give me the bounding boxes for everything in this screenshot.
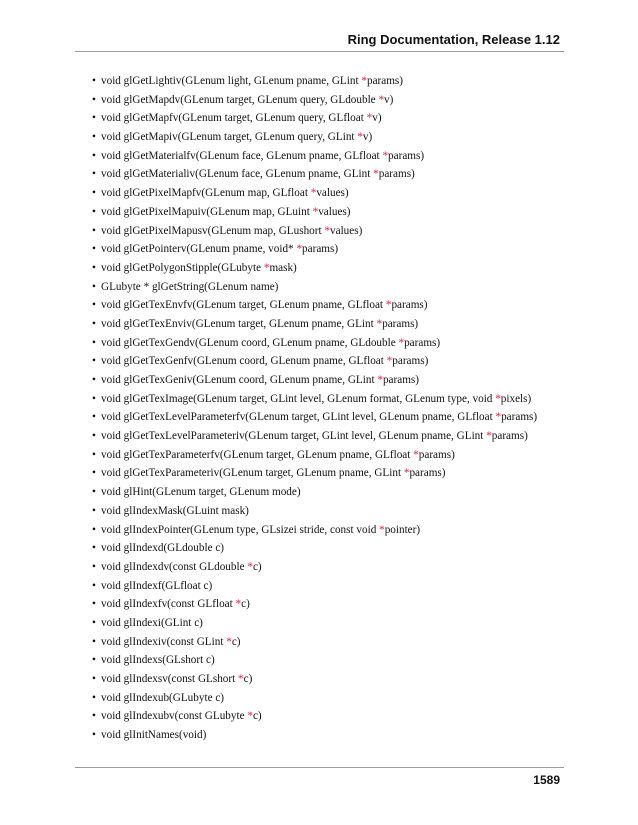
signature-text: void glIndexfv(const GLfloat — [101, 598, 236, 611]
pointer-asterisk: * — [377, 374, 383, 386]
signature-text: void glGetLightiv(GLenum light, GLenum pname, GLint — [101, 75, 362, 87]
signature-text-tail: v) — [362, 131, 373, 144]
pointer-asterisk: * — [247, 560, 253, 573]
signature-text-tail: values) — [316, 187, 349, 200]
signature-text: void glGetTexEnviv(GLenum target, GLenum pname, GLint — [101, 317, 377, 330]
bullet-icon: • — [92, 317, 96, 330]
signature-text-tail: params) — [391, 299, 428, 312]
list-item — [92, 521, 537, 540]
bullet-icon: • — [92, 336, 96, 349]
pointer-asterisk: * — [385, 299, 392, 312]
signature-text: void glGetPixelMapuiv(GLenum map, GLuint — [101, 205, 313, 218]
signature-text-tail: c) — [252, 710, 262, 723]
list-item — [92, 633, 537, 652]
signature-text-tail: params) — [392, 355, 429, 368]
signature-text-tail: mask) — [269, 261, 297, 274]
pointer-asterisk: * — [486, 430, 492, 443]
bullet-icon: • — [92, 411, 96, 424]
signature-text: void glGetMapdv(GLenum target, GLenum query, GLdouble — [101, 93, 379, 106]
pointer-asterisk: * — [495, 411, 502, 424]
list-item — [92, 689, 537, 708]
bullet-icon: • — [92, 187, 96, 200]
signature-text: void glIndexdv(const GLdouble — [101, 560, 248, 573]
list-item — [92, 128, 537, 147]
signature-text-tail: c) — [243, 673, 253, 685]
pointer-asterisk: * — [495, 392, 501, 405]
list-item — [92, 502, 537, 521]
signature-text: void glHint(GLenum target, GLenum mode) — [101, 486, 301, 499]
bullet-icon: • — [92, 355, 96, 368]
list-item — [92, 408, 537, 427]
pointer-asterisk: * — [226, 635, 232, 648]
signature-text-tail: c) — [231, 635, 241, 648]
bullet-icon: • — [92, 131, 96, 144]
bullet-icon: • — [92, 205, 96, 218]
list-item — [92, 165, 537, 184]
signature-text: void glGetTexImage(GLenum target, GLint level, GLenum format, GLenum type, void — [101, 392, 496, 405]
signature-text: void glIndexub(GLubyte c) — [101, 691, 225, 704]
signature-text: void glGetTexGeniv(GLenum coord, GLenum pname, GLint — [101, 374, 378, 386]
list-item — [92, 707, 537, 726]
signature-text-tail: v) — [384, 93, 394, 106]
signature-text: void glGetPointerv(GLenum pname, void* — [101, 243, 297, 256]
bullet-icon: • — [92, 710, 96, 723]
bullet-icon: • — [92, 691, 96, 704]
signature-text: void glGetMapiv(GLenum target, GLenum query, GLint — [101, 131, 358, 144]
pointer-asterisk: * — [324, 224, 331, 237]
list-item — [92, 296, 537, 315]
bullet-icon: • — [92, 673, 96, 685]
signature-text-tail: params) — [404, 336, 441, 349]
signature-text: void glGetTexGendv(GLenum coord, GLenum pname, GLdouble — [101, 336, 399, 349]
list-item — [92, 464, 537, 483]
list-item — [92, 651, 537, 670]
signature-text-tail: params) — [366, 75, 404, 87]
bullet-icon: • — [92, 149, 96, 162]
signature-text-tail: params) — [382, 374, 419, 386]
signature-text: void glIndexMask(GLuint mask) — [101, 504, 249, 517]
list-item — [92, 91, 537, 110]
signature-text: void glIndexubv(const GLubyte — [101, 710, 248, 723]
bullet-icon: • — [92, 93, 96, 106]
bullet-icon: • — [92, 523, 96, 536]
list-item — [92, 184, 537, 203]
list-item — [92, 446, 537, 465]
pointer-asterisk: * — [310, 187, 317, 200]
bullet-icon: • — [92, 224, 96, 237]
list-item — [92, 558, 537, 577]
list-item — [92, 577, 537, 596]
signature-text: void glIndexsv(const GLshort — [101, 673, 239, 685]
pointer-asterisk: * — [398, 336, 405, 349]
pointer-asterisk: * — [361, 75, 367, 87]
signature-text-tail: values) — [318, 205, 351, 218]
signature-text-tail: params) — [388, 149, 425, 162]
pointer-asterisk: * — [373, 168, 379, 181]
signature-text-tail: pointer) — [384, 523, 421, 536]
pointer-asterisk: * — [312, 205, 319, 218]
bullet-icon: • — [92, 598, 96, 611]
signature-text: void glGetPolygonStipple(GLubyte — [101, 261, 264, 274]
pointer-asterisk: * — [366, 112, 373, 125]
pointer-asterisk: * — [376, 317, 383, 330]
signature-text: void glGetTexGenfv(GLenum coord, GLenum pname, GLfloat — [101, 355, 387, 368]
list-item — [92, 109, 537, 128]
signature-text: void glIndexi(GLint c) — [101, 616, 203, 629]
list-item — [92, 371, 537, 390]
signature-text-tail: pixels) — [500, 392, 532, 405]
list-item — [92, 72, 537, 91]
list-item — [92, 726, 537, 745]
page-number: 1589 — [533, 773, 560, 787]
signature-text-tail: params) — [501, 411, 538, 424]
signature-text: void glGetTexParameterfv(GLenum target, GLenum pname, GLfloat — [101, 448, 414, 461]
pointer-asterisk: * — [386, 355, 393, 368]
bullet-icon: • — [92, 560, 96, 573]
signature-text-tail: params) — [382, 317, 419, 330]
signature-text: void glIndexiv(const GLint — [101, 635, 227, 648]
signature-text-tail: params) — [409, 467, 446, 480]
bullet-icon: • — [92, 486, 96, 499]
bullet-icon: • — [92, 299, 96, 312]
bullet-icon: • — [92, 392, 96, 405]
list-item — [92, 483, 537, 502]
signature-text-tail: params) — [302, 243, 339, 256]
list-item — [92, 614, 537, 633]
signature-text: void glGetMaterialfv(GLenum face, GLenum pname, GLfloat — [101, 149, 383, 162]
signature-text-tail: c) — [252, 560, 262, 573]
bullet-icon: • — [92, 616, 96, 629]
bullet-icon: • — [92, 729, 96, 742]
footer-divider — [75, 767, 564, 768]
list-item — [92, 427, 537, 446]
bullet-icon: • — [92, 542, 96, 555]
bullet-icon: • — [92, 112, 96, 125]
list-item — [92, 595, 537, 614]
pointer-asterisk: * — [379, 523, 385, 536]
signature-text: void glIndexPointer(GLenum type, GLsizei stride, const void — [101, 523, 380, 536]
pointer-asterisk: * — [382, 149, 389, 162]
signature-text: void glIndexd(GLdouble c) — [101, 542, 225, 555]
pointer-asterisk: * — [357, 131, 363, 144]
bullet-icon: • — [92, 243, 96, 256]
signature-text-tail: c) — [241, 598, 250, 611]
bullet-icon: • — [92, 280, 96, 293]
signature-text: void glGetTexParameteriv(GLenum target, GLenum pname, GLint — [101, 467, 404, 480]
list-item — [92, 315, 537, 334]
bullet-icon: • — [92, 504, 96, 517]
signature-text: void glGetMaterialiv(GLenum face, GLenum pname, GLint — [101, 168, 374, 181]
signature-text-tail: params) — [378, 168, 415, 181]
bullet-icon: • — [92, 75, 96, 87]
list-item — [92, 147, 537, 166]
signature-text: void glGetTexEnvfv(GLenum target, GLenum pname, GLfloat — [101, 299, 386, 312]
signature-text: void glGetPixelMapusv(GLenum map, GLushort — [101, 224, 325, 237]
signature-text: void glIndexf(GLfloat c) — [101, 579, 213, 592]
bullet-icon: • — [92, 654, 96, 667]
bullet-icon: • — [92, 448, 96, 461]
header-divider — [75, 51, 564, 52]
signature-text-tail: values) — [330, 224, 363, 237]
bullet-icon: • — [92, 430, 96, 443]
pointer-asterisk: * — [296, 243, 303, 256]
pointer-asterisk: * — [235, 598, 242, 611]
signature-text: void glGetMapfv(GLenum target, GLenum query, GLfloat — [101, 112, 367, 125]
pointer-asterisk: * — [378, 93, 385, 106]
signature-text: void glInitNames(void) — [101, 729, 207, 742]
bullet-icon: • — [92, 467, 96, 480]
pointer-asterisk: * — [263, 261, 270, 274]
bullet-icon: • — [92, 374, 96, 386]
list-item — [92, 240, 537, 259]
list-item — [92, 203, 537, 222]
page-header-title: Ring Documentation, Release 1.12 — [347, 32, 560, 47]
signature-text-tail: v) — [372, 112, 382, 125]
function-list — [92, 72, 537, 745]
signature-text-tail: params) — [418, 448, 455, 461]
list-item — [92, 334, 537, 353]
signature-text: void glGetTexLevelParameterfv(GLenum target, GLint level, GLenum pname, GLfloat — [101, 411, 496, 424]
list-item — [92, 390, 537, 409]
pointer-asterisk: * — [413, 448, 419, 461]
pointer-asterisk: * — [247, 710, 253, 723]
bullet-icon: • — [92, 635, 96, 648]
pointer-asterisk: * — [238, 673, 244, 685]
signature-text: void glIndexs(GLshort c) — [101, 654, 215, 667]
bullet-icon: • — [92, 261, 96, 274]
list-item — [92, 278, 537, 297]
list-item — [92, 259, 537, 278]
list-item — [92, 222, 537, 241]
pointer-asterisk: * — [403, 467, 410, 480]
signature-text: void glGetPixelMapfv(GLenum map, GLfloat — [101, 187, 311, 200]
list-item — [92, 539, 537, 558]
signature-text-tail: params) — [491, 430, 528, 443]
list-item — [92, 352, 537, 371]
bullet-icon: • — [92, 579, 96, 592]
list-item — [92, 670, 537, 689]
signature-text: void glGetTexLevelParameteriv(GLenum target, GLint level, GLenum pname, GLint — [101, 430, 487, 443]
bullet-icon: • — [92, 168, 96, 181]
signature-text: GLubyte * glGetString(GLenum name) — [101, 280, 279, 293]
